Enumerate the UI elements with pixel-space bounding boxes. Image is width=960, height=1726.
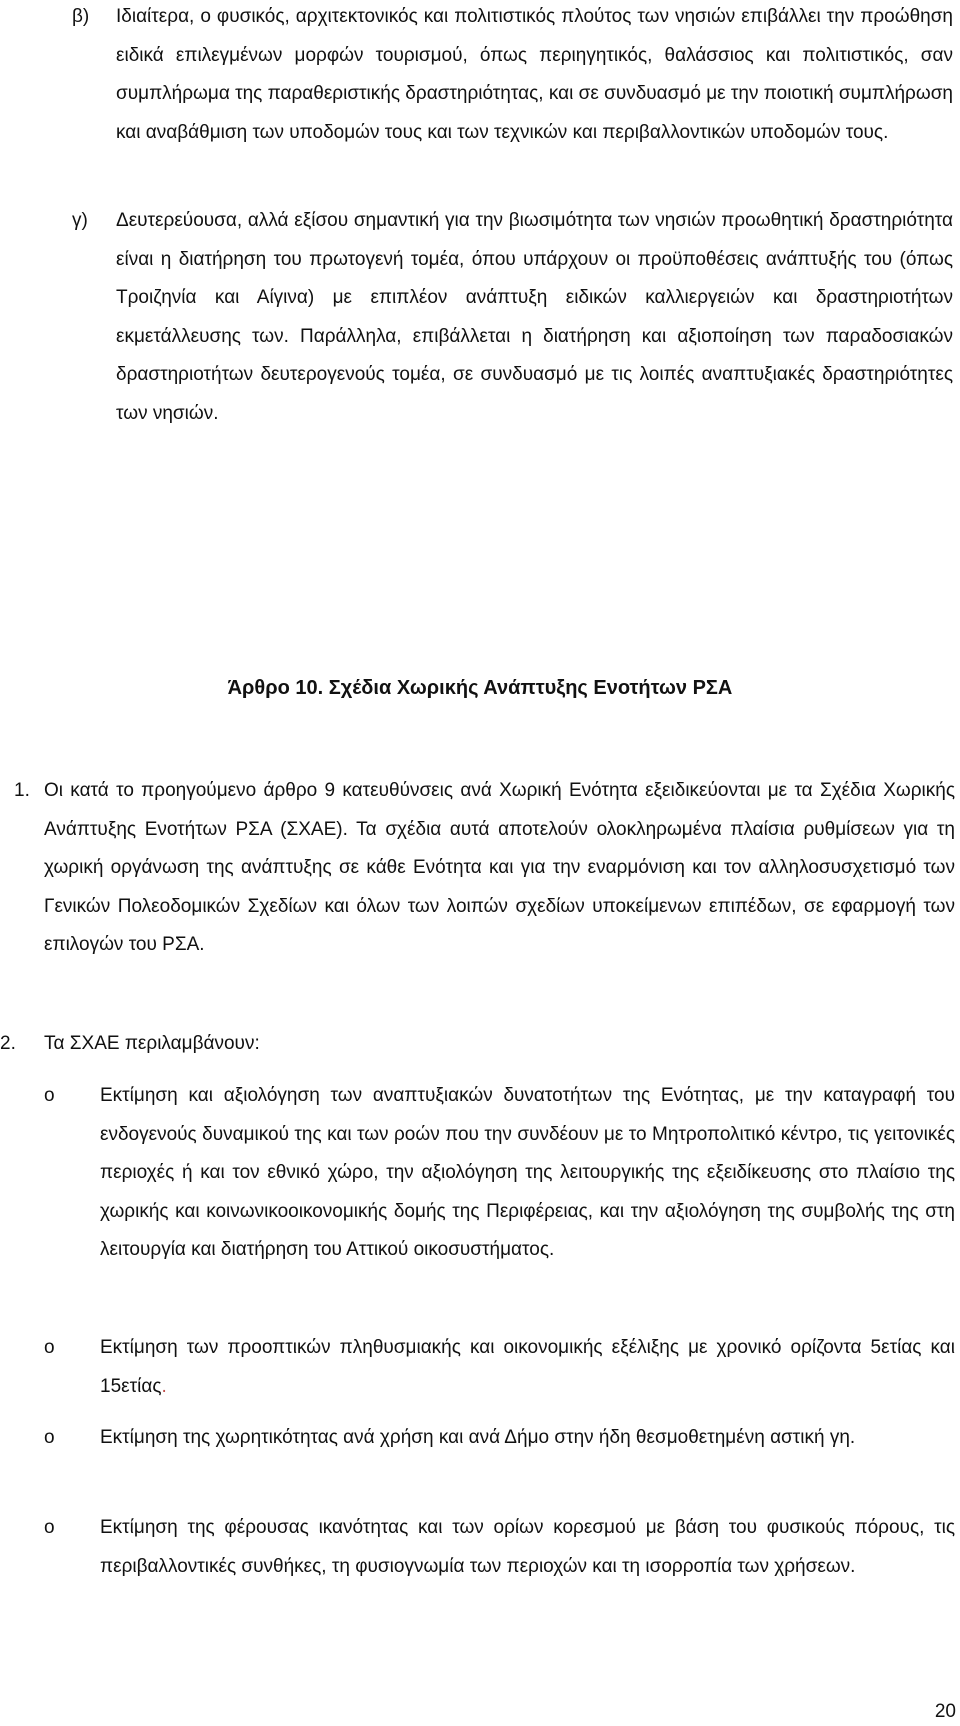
numbered-item-1 <box>14 772 955 965</box>
numbered-label: 2. <box>0 1033 16 1054</box>
bullet-item <box>44 1329 955 1406</box>
list-text: Ιδιαίτερα, ο φυσικός, αρχιτεκτονικός και πολιτιστικός πλούτος των νησιών επιβάλλει την προώθηση ειδικά επιλεγμένων μορφών τουρισμού, όπως περιηγητικός, θαλάσσιος και πολιτιστικός, σαν συμπλήρωμα της παραθεριστικής δραστηριότητας, και σε συνδυασμό με την ποιοτική συμπλήρωση και αναβάθμιση των υποδομών τους και των τεχνικών και περιβαλλοντικών υποδομών τους. <box>116 6 953 143</box>
bullet-text-wrap <box>100 1329 955 1406</box>
numbered-item-2 <box>0 1025 955 1064</box>
numbered-text: Οι κατά το προηγούμενο άρθρο 9 κατευθύνσεις ανά Χωρική Ενότητα εξειδικεύονται με τα Σχέδια Χωρικής Ανάπτυξης Ενοτήτων ΡΣΑ (ΣΧΑΕ). Τα σχέδια αυτά αποτελούν ολοκληρωμένα πλαίσια ρυθμίσεων για τη χωρική οργάνωση της ανάπτυξης σε κάθε Ενότητα και για την εναρμόνιση και τον αλληλοσυσχετισμό των Γενικών Πολεοδομικών Σχεδίων και όλων των λοιπών σχεδίων υποκείμενων επιπέδων, σε εφαρμογή των επιλογών του ΡΣΑ. <box>44 780 955 955</box>
bullet-text: Εκτίμηση της χωρητικότητας ανά χρήση και ανά Δήμο στην ήδη θεσμοθετημένη αστική γη. <box>100 1427 856 1448</box>
bullet-item <box>44 1077 955 1270</box>
bullet-marker: o <box>44 1517 55 1538</box>
bullet-marker: o <box>44 1427 55 1448</box>
bullet-text: Εκτίμηση των προοπτικών πληθυσμιακής και οικονομικής εξέλιξης με χρονικό ορίζοντα 5ετίας και 15ετίας <box>100 1337 955 1397</box>
bullet-text: Εκτίμηση της φέρουσας ικανότητας και των ορίων κορεσμού με βάση του φυσικούς πόρους, τις περιβαλλοντικές συνθήκες, τη φυσιογνωμία των περιοχών και τη ισορροπία των χρήσεων. <box>100 1517 955 1577</box>
bullet-item <box>44 1419 955 1458</box>
red-period: . <box>161 1375 167 1397</box>
bullet-text: Εκτίμηση και αξιολόγηση των αναπτυξιακών δυνατοτήτων της Ενότητας, με την καταγραφή του ενδογενούς δυναμικού της και των ροών που την συνδέουν με το Μητροπολιτικό κέντρο, τις γειτονικές περιοχές ή και τον εθνικό χώρο, την αξιολόγηση της λειτουργικής της εξειδίκευσης στο πλαίσιο της χωρικής και κοινωνικοοικονομικής δομής της Περιφέρειας, και την αξιολόγηση της συμβολής της στη λειτουργία και διατήρηση του Αττικού οικοσυστήματος. <box>100 1085 955 1260</box>
bullet-item <box>44 1509 955 1586</box>
bullet-marker: o <box>44 1085 55 1106</box>
article-heading: Άρθρο 10. Σχέδια Χωρικής Ανάπτυξης Ενοτήτων ΡΣΑ <box>227 677 733 699</box>
list-item-gamma <box>72 202 955 433</box>
list-text: Δευτερεύουσα, αλλά εξίσου σημαντική για την βιωσιμότητα των νησιών προωθητική δραστηριότητα είναι η διατήρηση του πρωτογενή τομέα, όπου υπάρχουν οι προϋποθέσεις ανάπτυξής του (όπως Τροιζηνία και Αίγινα) με επιπλέον ανάπτυξη ειδικών καλλιεργειών και δραστηριοτήτων εκμετάλλευσης των. Παράλληλα, επιβάλλεται η διατήρηση και αξιοποίηση των παραδοσιακών δραστηριοτήτων δευτερογενούς τομέα, σε συνδυασμό με τις λοιπές αναπτυξιακές δραστηριότητες των νησιών. <box>116 210 953 424</box>
bullet-marker: o <box>44 1337 55 1358</box>
numbered-text: Τα ΣΧΑΕ περιλαμβάνουν: <box>44 1033 260 1054</box>
list-label: γ) <box>72 210 88 231</box>
page-number: 20 <box>934 1701 956 1722</box>
numbered-label: 1. <box>14 780 30 801</box>
list-item-beta <box>72 0 955 152</box>
list-label: β) <box>72 6 90 27</box>
